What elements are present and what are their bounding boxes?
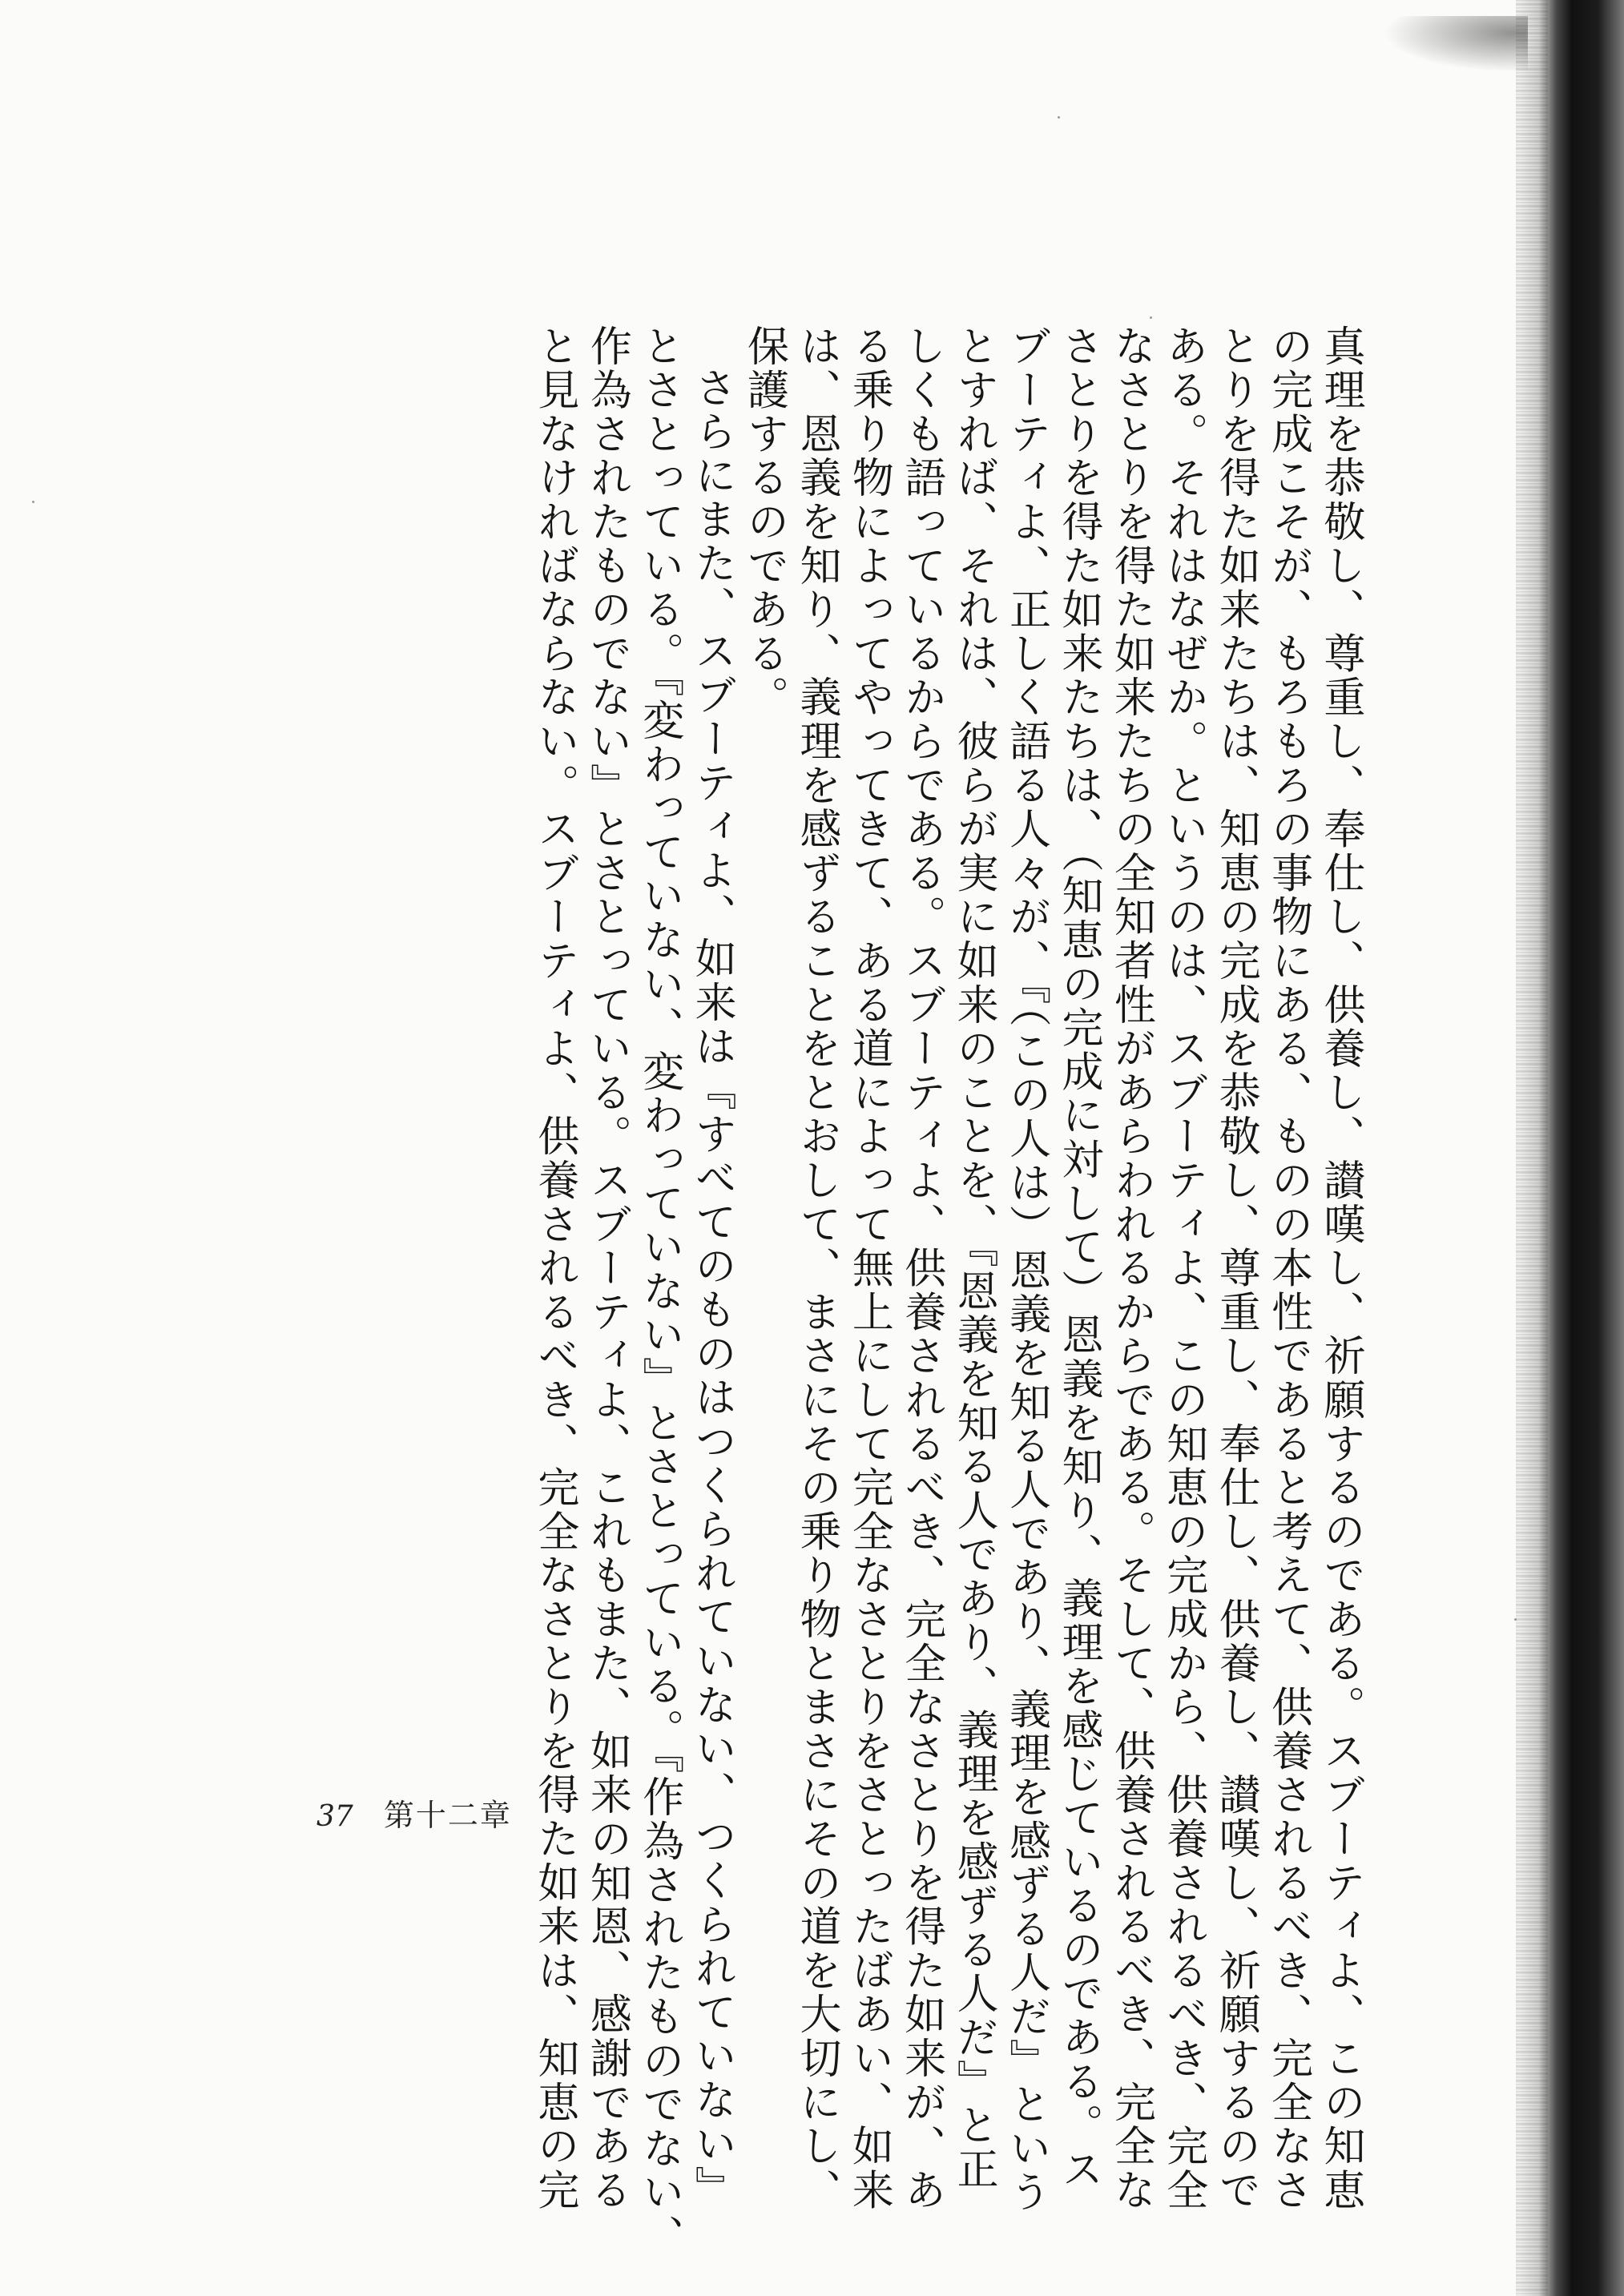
text-column: なさとりを得た如来たちの全知者性があらわれるからである。そして、供養されるべき、完全な (1106, 324, 1155, 2213)
paragraph-start-column: さらにまた、スブーティよ、如来は『すべてのものはつくられていない、つくられていない』 (687, 366, 736, 2210)
text-column: とさとっている。『変わっていない、変わっていない』とさとっている。『作為されたものでない、 (635, 324, 683, 2258)
text-column: は、恩義を知り、義理を感ずることをとおして、まさにその乗り物とまさにその道を大切にし、 (792, 324, 840, 2213)
text-column: しくも語っているからである。スブーティよ、供養されるべき、完全なさとりを得た如来が、あ (897, 324, 945, 2213)
text-column: の完成こそが、もろもろの事物にある、ものの本性であると考えて、供養されるべき、完全なさ (1263, 324, 1312, 2213)
text-column: とすれば、それは、彼らが実に如来のことを、『恩義を知る人であり、義理を感ずる人だ』と正 (949, 324, 998, 2192)
text-column: 作為されたものでない』とさとっている。スブーティよ、これもまた、如来の知恩、感謝である (582, 324, 631, 2213)
dust-speck (1058, 116, 1060, 119)
dust-speck (32, 501, 34, 503)
text-column: さとりを得た如来たちは、（知恵の完成に対して）恩義を知り、義理を感じているのである。ス (1054, 324, 1102, 2192)
text-column: ブーティよ、正しく語る人々が、『（この人は）恩義を知る人であり、義理を感ずる人だ』という (1001, 324, 1050, 2215)
binding-speckle (1516, 0, 1548, 2296)
text-column: 保護するのである。 (739, 324, 788, 720)
chapter-title: 第十二章 (383, 1798, 512, 1833)
dust-speck (1514, 1618, 1517, 1621)
page-number: 37 (316, 1800, 353, 1833)
dust-speck (1150, 316, 1152, 319)
text-column: 真理を恭敬し、尊重し、奉仕し、供養し、讃嘆し、祈願するのである。スブーティよ、この知恵 (1316, 324, 1364, 2213)
text-column: とりを得た如来たちは、知恵の完成を恭敬し、尊重し、奉仕し、供養し、讃嘆し、祈願するので (1211, 324, 1260, 2213)
text-column: と見なければならない。スブーティよ、供養されるべき、完全なさとりを得た如来は、知恵の完 (530, 324, 578, 2213)
text-column: ある。それはなぜか。というのは、スブーティよ、この知恵の完成から、供養されるべき、完全 (1159, 324, 1207, 2213)
scan-smudge (1384, 16, 1528, 72)
text-column: る乗り物によってやってきて、ある道によって無上にして完全なさとりをさとったばあい、如来 (844, 324, 893, 2213)
page-footer (316, 1790, 512, 1835)
